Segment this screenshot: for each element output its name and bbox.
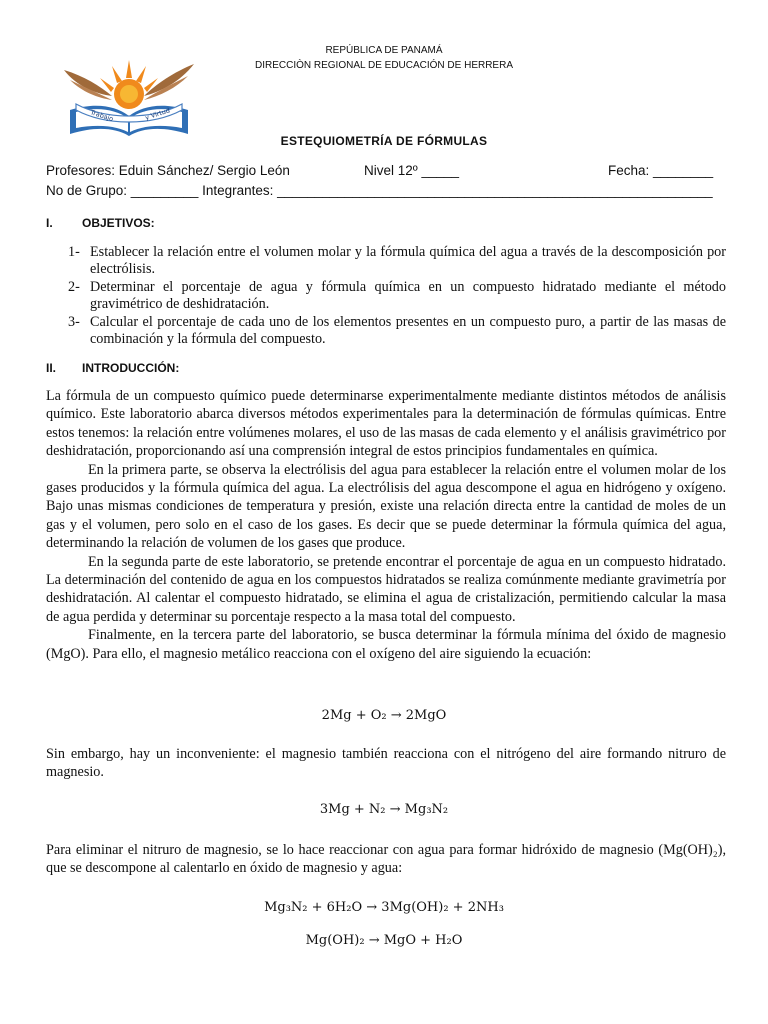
header-country: REPÚBLICA DE PANAMÁ: [325, 45, 443, 56]
intro-paragraph-4: Finalmente, en la tercera parte del laboratorio, se busca determinar la fórmula mínima del óxido de magnesio (MgO). Para ello, el magnesio metálico reacciona con el oxígeno del aire siguiendo la ecuación:: [46, 627, 726, 662]
fecha-line: Fecha: ________: [608, 163, 714, 178]
equation-3: Mg₃N₂ + 6H₂O → 3Mg(OH)₂ + 2NH₃: [264, 900, 504, 915]
intro-paragraph-6: Para eliminar el nitruro de magnesio, se lo hace reaccionar con agua para formar hidróxido de magnesio (Mg(OH)₂), que se descompone al calentarlo en óxido de magnesio y agua:: [46, 842, 726, 877]
section-introduccion-heading: [46, 361, 179, 375]
list-item: [46, 314, 726, 347]
svg-text:y Virtud: y Virtud: [144, 106, 171, 122]
right-wing-shape: [144, 64, 194, 96]
objectives-list: [46, 244, 726, 349]
section-number: II.: [46, 361, 57, 375]
item-text: Determinar el porcentaje de agua y fórmula química en un compuesto hidratado mediante el método gravimétrico de deshidratación.: [90, 279, 726, 312]
item-number: 2-: [68, 279, 80, 295]
profesores-line: Profesores: Eduin Sánchez/ Sergio León: [46, 163, 290, 178]
item-number: 1-: [68, 244, 80, 260]
document-title: ESTEQUIOMETRÍA DE FÓRMULAS: [280, 134, 488, 148]
svg-text:Trabajo: Trabajo: [89, 108, 115, 124]
section-objetivos-heading: [46, 216, 155, 230]
grupo-line: No de Grupo: _________ Integrantes: __________________________________________________________: [46, 183, 713, 198]
nivel-line: Nivel 12º _____: [364, 163, 459, 178]
equation-4: Mg(OH)₂ → MgO + H₂O: [305, 933, 463, 948]
list-item: [46, 279, 726, 312]
equation-2: 3Mg + N₂ → Mg₃N₂: [319, 802, 449, 817]
section-title: INTRODUCCIÓN:: [82, 361, 180, 375]
intro-paragraph-1: La fórmula de un compuesto químico puede determinarse experimentalmente mediante distintos métodos de análisis químico. Este laboratorio abarca diversos métodos experimentales para la determinación de fórmulas químicas. Entre estos tenemos: la relación entre volúmenes molares, el uso de las masas de cada elemento y el análisis gravimétrico por deshidratación, proporcionando así una comprensión integral de estos principios fundamentales en química.: [46, 388, 726, 460]
introduction-body: [46, 387, 726, 663]
school-logo: [56, 56, 202, 140]
item-text: Calcular el porcentaje de cada uno de los elementos presentes en un compuesto puro, a partir de las masas de combinación y la fórmula del compuesto.: [90, 314, 726, 347]
intro-paragraph-2: En la primera parte, se observa la electrólisis del agua para establecer la relación entre el volumen molar de los gases producidos y la fórmula química del agua. La electrólisis del agua descompone el agua en hidrógeno y oxígeno. Bajo unas mismas condiciones de temperatura y presión, existe una relación directa entre la cantidad de moles de un gas y el volumen, pero solo en el caso de los gases. Es decir que se puede determinar la fórmula química del agua, determinando la relación de volumen de los gases que produce.: [46, 461, 726, 552]
section-title: OBJETIVOS:: [82, 216, 155, 230]
header-direction: DIRECCIÒN REGIONAL DE EDUCACIÓN DE HERRERA: [255, 60, 513, 71]
list-item: [46, 244, 726, 277]
equation-1: 2Mg + O₂ → 2MgO: [321, 708, 447, 723]
item-number: 3-: [68, 314, 80, 330]
intro-paragraph-5: Sin embargo, hay un inconveniente: el magnesio también reacciona con el nitrógeno del aire formando nitruro de magnesio.: [46, 746, 726, 781]
intro-paragraph-3: En la segunda parte de este laboratorio, se pretende encontrar el porcentaje de agua en un compuesto hidratado. La determinación del contenido de agua en los compuestos hidratados se realiza comúnmente mediante gravimetría por deshidratación. Al calentar el compuesto hidratado, se elimina el agua de cristalización, permitiendo calcular la masa de agua perdida y determinar su porcentaje respecto a la masa total del compuesto.: [46, 553, 726, 625]
section-number: I.: [46, 216, 53, 230]
item-text: Establecer la relación entre el volumen molar y la fórmula química del agua a través de la descomposición por electrólisis.: [90, 244, 726, 277]
